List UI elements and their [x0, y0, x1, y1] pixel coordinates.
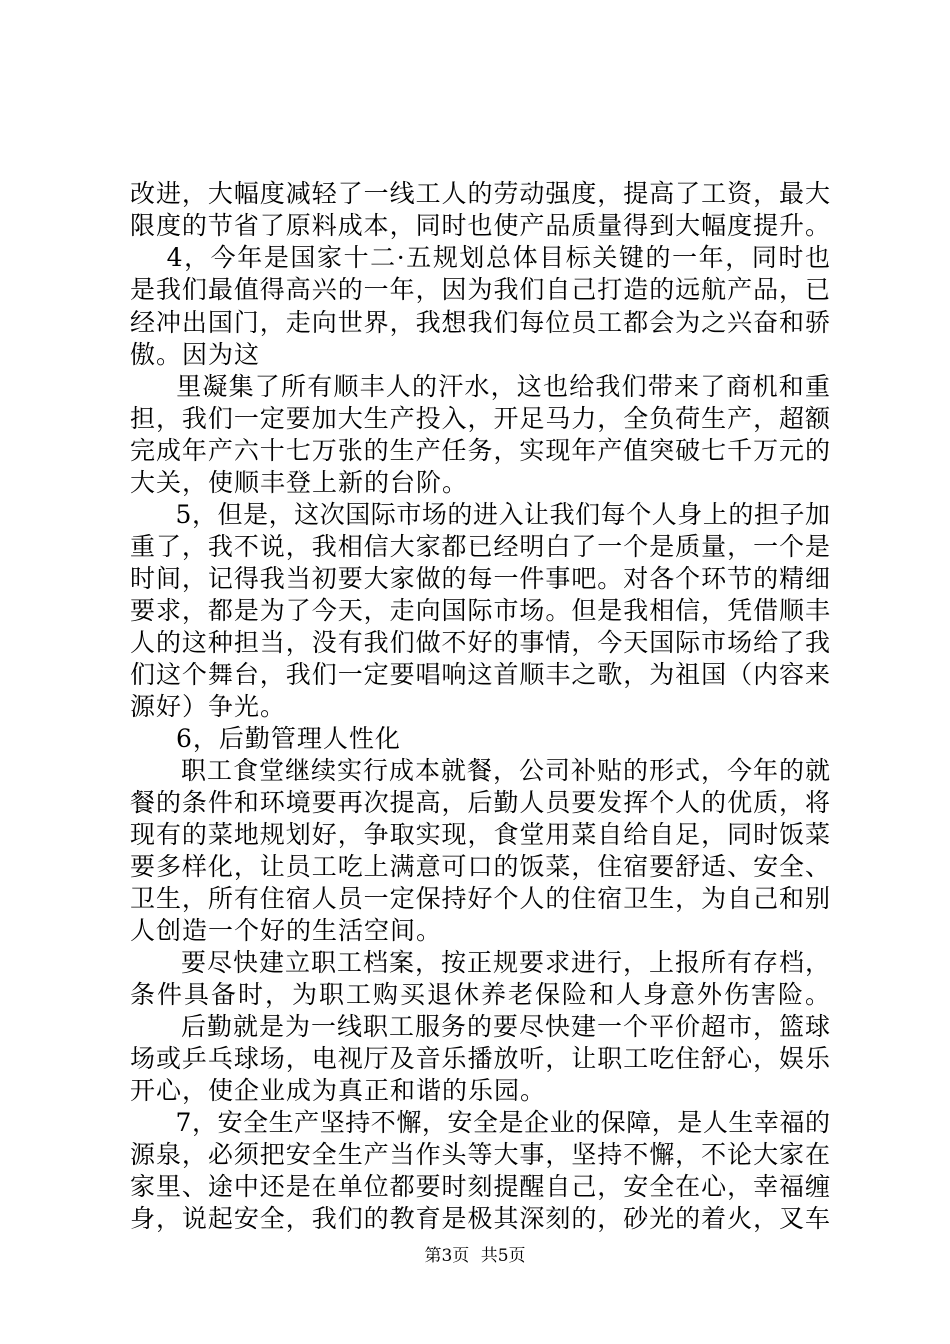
- text-line: 5，但是，这次国际市场的进入让我们每个人身上的担子加: [150, 500, 830, 529]
- text-line: 担，我们一定要加大生产投入，开足马力，全负荷生产，超额: [130, 404, 830, 433]
- text-line: 4，今年是国家十二·五规划总体目标关键的一年，同时也: [140, 243, 830, 272]
- text-line: 里凝集了所有顺丰人的汗水，这也给我们带来了商机和重: [150, 372, 830, 401]
- text-line: 开心，使企业成为真正和谐的乐园。: [130, 1076, 547, 1105]
- text-line: 完成年产六十七万张的生产任务，实现年产值突破七千万元的: [130, 436, 830, 465]
- text-line: 要多样化，让员工吃上满意可口的饭菜，住宿要舒适、安全、: [130, 852, 830, 881]
- text-line: 们这个舞台，我们一定要唱响这首顺丰之歌，为祖国（内容来: [130, 660, 830, 689]
- text-line: 要尽快建立职工档案，按正规要求进行，上报所有存档，: [155, 948, 830, 977]
- text-line: 身，说起安全，我们的教育是极其深刻的，砂光的着火，叉车: [130, 1204, 830, 1233]
- text-line: 餐的条件和环境要再次提高，后勤人员要发挥个人的优质，将: [130, 788, 830, 817]
- text-line: 大关，使顺丰登上新的台阶。: [130, 468, 469, 497]
- text-line: 场或乒乓球场，电视厅及音乐播放听，让职工吃住舒心，娱乐: [130, 1044, 830, 1073]
- text-line: 卫生，所有住宿人员一定保持好个人的住宿卫生，为自己和别: [130, 884, 830, 913]
- text-line: 改进，大幅度减轻了一线工人的劳动强度，提高了工资，最大: [130, 179, 830, 208]
- text-line: 源泉，必须把安全生产当作头等大事，坚持不懈，不论大家在: [130, 1140, 830, 1169]
- text-line: 是我们最值得高兴的一年，因为我们自己打造的远航产品，已: [130, 275, 830, 304]
- text-line: 人的这种担当，没有我们做不好的事情，今天国际市场给了我: [130, 628, 830, 657]
- text-line: 限度的节省了原料成本，同时也使产品质量得到大幅度提升。: [130, 211, 830, 240]
- text-line: 条件具备时，为职工购买退休养老保险和人身意外伤害险。: [130, 980, 830, 1009]
- section-heading: 6，后勤管理人性化: [150, 724, 401, 753]
- text-line: 源好）争光。: [130, 692, 287, 721]
- text-line: 要求，都是为了今天，走向国际市场。但是我相信，凭借顺丰: [130, 596, 830, 625]
- text-line: 重了，我不说，我相信大家都已经明白了一个是质量，一个是: [130, 532, 830, 561]
- text-line: 后勤就是为一线职工服务的要尽快建一个平价超市，篮球: [155, 1012, 830, 1041]
- page-number-footer: 第3页 共5页: [424, 1246, 526, 1266]
- text-line: 时间，记得我当初要大家做的每一件事吧。对各个环节的精细: [130, 564, 830, 593]
- text-line: 现有的菜地规划好，争取实现，食堂用菜自给自足，同时饭菜: [130, 820, 830, 849]
- text-line: 人创造一个好的生活空间。: [130, 916, 443, 945]
- text-line: 家里、途中还是在单位都要时刻提醒自己，安全在心，幸福缠: [130, 1172, 830, 1201]
- text-line: 傲。因为这: [130, 340, 261, 369]
- text-line: 经冲出国门，走向世界，我想我们每位员工都会为之兴奋和骄: [130, 308, 830, 337]
- text-line: 7，安全生产坚持不懈，安全是企业的保障，是人生幸福的: [150, 1108, 830, 1137]
- text-line: 职工食堂继续实行成本就餐，公司补贴的形式，今年的就: [155, 756, 830, 785]
